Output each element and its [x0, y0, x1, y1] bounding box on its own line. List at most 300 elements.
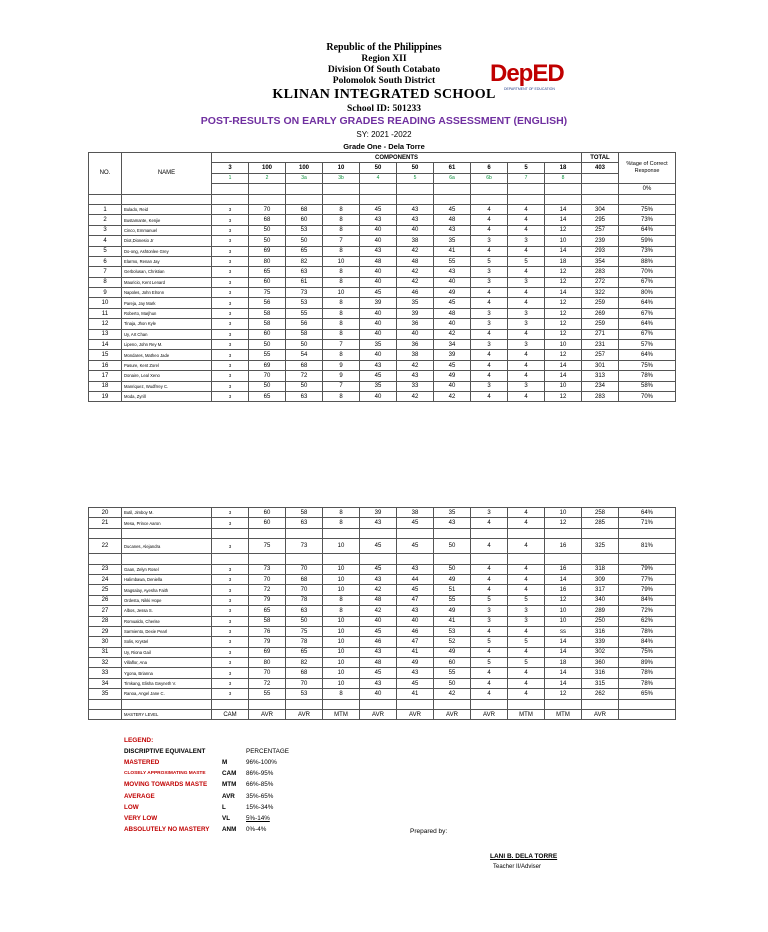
blank-cell	[545, 194, 582, 204]
component-score: 53	[286, 298, 323, 308]
total-score: 283	[582, 267, 619, 277]
total-score: 316	[582, 668, 619, 678]
component-score: 4	[471, 360, 508, 370]
total-score: 317	[582, 585, 619, 595]
component-score: 48	[434, 308, 471, 318]
component-score: 8	[323, 319, 360, 329]
component-score: 68	[286, 204, 323, 214]
mastery-label: MASTERY LEVEL	[122, 710, 212, 720]
component-score: 55	[249, 689, 286, 699]
student-name: Tinaja, Jhon Kyle	[122, 319, 212, 329]
component-score: 4	[508, 225, 545, 235]
component-score: 50	[249, 381, 286, 391]
component-score: 40	[360, 267, 397, 277]
pct-correct: 77%	[619, 574, 676, 584]
legend-label: VERY LOW	[124, 815, 158, 822]
component-score: 10	[323, 637, 360, 647]
component-score: 9	[323, 371, 360, 381]
blank-cell	[545, 184, 582, 194]
max-score-cell: 100	[249, 163, 286, 173]
component-code-cell: 2	[249, 173, 286, 183]
component-score: 14	[545, 288, 582, 298]
student-no: 7	[89, 267, 122, 277]
component-score: 70	[286, 678, 323, 688]
student-name: Romualdo, Cherise	[122, 616, 212, 626]
component-score: 4	[508, 626, 545, 636]
component-score: 40	[360, 350, 397, 360]
component-score: 16	[545, 564, 582, 574]
blank-cell	[286, 184, 323, 194]
table-row	[89, 256, 676, 266]
component-score: 4	[471, 298, 508, 308]
student-name: Pasure, Kent Zorel	[122, 360, 212, 370]
pct-correct: 64%	[619, 225, 676, 235]
blank-cell	[212, 184, 249, 194]
component-score: 4	[508, 518, 545, 528]
table-row	[89, 668, 676, 678]
component-score: 73	[286, 539, 323, 554]
component-score: 42	[360, 585, 397, 595]
component-score: 4	[508, 329, 545, 339]
blank-cell	[471, 528, 508, 538]
component-score: 4	[471, 564, 508, 574]
component-score: 48	[397, 256, 434, 266]
student-no: 4	[89, 236, 122, 246]
table-row	[89, 215, 676, 225]
component-score: 55	[434, 668, 471, 678]
component-score: 40	[360, 308, 397, 318]
component-score: 69	[249, 360, 286, 370]
component-score: 70	[249, 371, 286, 381]
component-score: 70	[249, 574, 286, 584]
component-score: 14	[545, 246, 582, 256]
component-score: 40	[360, 616, 397, 626]
component-score: 40	[397, 329, 434, 339]
component-score: 14	[545, 371, 582, 381]
blank-cell	[545, 528, 582, 538]
table-row	[89, 329, 676, 339]
total-score: 231	[582, 340, 619, 350]
results-table-top	[88, 152, 676, 402]
component-code-cell: 5	[397, 173, 434, 183]
component-score: 4	[508, 371, 545, 381]
total-score: 309	[582, 574, 619, 584]
legend-range: 66%-85%	[246, 781, 274, 789]
component-score: 82	[286, 658, 323, 668]
header-region: Region XII	[361, 54, 407, 64]
component-score: 40	[360, 319, 397, 329]
blank-cell	[122, 194, 212, 204]
blank-cell	[360, 194, 397, 204]
student-no: 21	[89, 518, 122, 528]
component-score: 5	[471, 256, 508, 266]
deped-logo-subtext: DEPARTMENT OF EDUCATION	[504, 87, 555, 91]
component-score: 10	[323, 539, 360, 554]
component-score: 3	[212, 564, 249, 574]
total-score: 283	[582, 391, 619, 401]
blank-cell	[89, 710, 122, 720]
component-score: 3	[212, 267, 249, 277]
component-code-cell: 6a	[434, 173, 471, 183]
pct-correct: 64%	[619, 319, 676, 329]
components-header: COMPONENTS	[212, 153, 582, 163]
legend-range: 86%-95%	[246, 770, 274, 778]
student-no: 6	[89, 256, 122, 266]
component-score: 12	[545, 391, 582, 401]
component-score: 48	[360, 595, 397, 605]
component-score: 58	[286, 508, 323, 518]
student-name: Ygona, Brianna	[122, 668, 212, 678]
component-score: 45	[360, 539, 397, 554]
component-score: 49	[434, 288, 471, 298]
student-name: Mauricio, Kent Lenard	[122, 277, 212, 287]
total-score: 272	[582, 277, 619, 287]
component-score: 5	[508, 256, 545, 266]
student-no: 32	[89, 658, 122, 668]
component-score: 12	[545, 225, 582, 235]
pct-correct: 78%	[619, 626, 676, 636]
pct-correct: 59%	[619, 236, 676, 246]
component-score: 70	[249, 204, 286, 214]
blank-cell	[582, 194, 619, 204]
student-no: 13	[89, 329, 122, 339]
component-score: 60	[434, 658, 471, 668]
component-score: 48	[360, 658, 397, 668]
component-score: 50	[286, 381, 323, 391]
legend-label: ABSOLUTELY NO MASTERY	[124, 826, 210, 834]
component-score: 5	[471, 658, 508, 668]
table-row	[89, 508, 676, 518]
student-name: Sarmiento, Dexie Pearl	[122, 626, 212, 636]
component-score: 78	[286, 637, 323, 647]
max-score-cell: 18	[545, 163, 582, 173]
component-score: 14	[545, 647, 582, 657]
component-score: 39	[434, 350, 471, 360]
component-score: 5	[508, 637, 545, 647]
prepared-by: Prepared by:	[410, 828, 448, 835]
component-score: 40	[434, 381, 471, 391]
student-no: 26	[89, 595, 122, 605]
component-score: 49	[434, 371, 471, 381]
component-score: 3	[212, 277, 249, 287]
legend-range: 35%-65%	[246, 792, 274, 800]
pct-correct: 65%	[619, 689, 676, 699]
student-no: 17	[89, 371, 122, 381]
blank-cell	[582, 554, 619, 564]
student-no: 25	[89, 585, 122, 595]
table-row	[89, 528, 676, 538]
component-score: 45	[434, 298, 471, 308]
component-score: 35	[397, 298, 434, 308]
blank-cell	[434, 554, 471, 564]
total-score: 304	[582, 204, 619, 214]
pct-correct: 72%	[619, 606, 676, 616]
blank-cell	[508, 194, 545, 204]
student-name: Mesa, Prince Aaron	[122, 518, 212, 528]
student-no: 30	[89, 637, 122, 647]
component-score: 10	[545, 508, 582, 518]
component-score: 45	[434, 360, 471, 370]
component-score: 65	[286, 647, 323, 657]
component-score: 8	[323, 308, 360, 318]
component-score: 42	[397, 246, 434, 256]
component-score: 5	[508, 658, 545, 668]
component-score: 8	[323, 277, 360, 287]
blank-cell	[286, 699, 323, 709]
component-score: 8	[323, 204, 360, 214]
component-score: 43	[434, 225, 471, 235]
component-score: 79	[249, 595, 286, 605]
table-row	[89, 267, 676, 277]
component-score: 70	[286, 585, 323, 595]
component-score: 45	[360, 626, 397, 636]
component-score: 42	[397, 267, 434, 277]
component-score: 3	[212, 319, 249, 329]
blank-cell	[323, 699, 360, 709]
legend-range: 0%-4%	[246, 826, 267, 834]
blank-cell	[212, 699, 249, 709]
component-score: 12	[545, 308, 582, 318]
student-no: 10	[89, 298, 122, 308]
total-score: 313	[582, 371, 619, 381]
component-code-cell: 6b	[471, 173, 508, 183]
component-score: 3	[508, 340, 545, 350]
legend-range: 15%-34%	[246, 803, 274, 811]
component-score: 4	[471, 518, 508, 528]
component-score: 45	[360, 288, 397, 298]
component-score: 10	[545, 340, 582, 350]
component-score: 4	[471, 539, 508, 554]
component-score: 8	[323, 246, 360, 256]
component-score: 12	[545, 329, 582, 339]
legend-code: CAM	[222, 770, 237, 778]
spacer-row	[89, 699, 676, 709]
blank-cell	[508, 699, 545, 709]
pct-correct: 78%	[619, 668, 676, 678]
blank-cell	[89, 194, 122, 204]
blank-cell	[212, 194, 249, 204]
table-row	[89, 678, 676, 688]
student-no: 1	[89, 204, 122, 214]
component-score: 40	[397, 225, 434, 235]
student-name: Lipeno, John Rey M.	[122, 340, 212, 350]
student-name: Moda, Zyrill	[122, 391, 212, 401]
legend-code: ANM	[222, 826, 237, 834]
mastery-level-cell: MTM	[508, 710, 545, 720]
total-score: 269	[582, 308, 619, 318]
component-score: 7	[323, 236, 360, 246]
blank-cell	[471, 554, 508, 564]
component-score: 8	[323, 606, 360, 616]
legend-range: 5%-14%	[246, 815, 270, 822]
max-score-cell: 61	[434, 163, 471, 173]
blank-cell	[471, 699, 508, 709]
pct-correct: 88%	[619, 256, 676, 266]
component-score: 3	[212, 518, 249, 528]
student-no: 11	[89, 308, 122, 318]
component-score: 49	[434, 647, 471, 657]
pct-correct: 80%	[619, 288, 676, 298]
component-score: 3	[212, 595, 249, 605]
pct-correct: 62%	[619, 616, 676, 626]
component-score: 4	[508, 246, 545, 256]
component-score: 35	[434, 236, 471, 246]
component-score: 14	[545, 360, 582, 370]
component-score: 3	[212, 236, 249, 246]
legend-range: 96%-100%	[246, 759, 277, 766]
component-score: 72	[286, 371, 323, 381]
component-score: 5	[471, 595, 508, 605]
component-score: 10	[323, 574, 360, 584]
legend-label: MASTERED	[124, 759, 160, 766]
table-row	[89, 564, 676, 574]
component-score: 4	[471, 371, 508, 381]
component-score: 5	[471, 637, 508, 647]
component-score: ss	[545, 626, 582, 636]
total-score: 250	[582, 616, 619, 626]
component-score: 43	[360, 215, 397, 225]
table-row	[89, 647, 676, 657]
table-row	[89, 277, 676, 287]
component-score: 47	[397, 595, 434, 605]
pct-correct: 67%	[619, 308, 676, 318]
component-score: 54	[286, 350, 323, 360]
component-score: 76	[249, 626, 286, 636]
component-score: 8	[323, 391, 360, 401]
table-row	[89, 689, 676, 699]
blank-cell	[323, 528, 360, 538]
component-score: 10	[323, 678, 360, 688]
component-score: 12	[545, 595, 582, 605]
blank-cell	[122, 528, 212, 538]
component-score: 3	[212, 360, 249, 370]
component-score: 42	[434, 689, 471, 699]
component-score: 58	[249, 308, 286, 318]
component-score: 35	[360, 381, 397, 391]
mastery-level-cell: AVR	[286, 710, 323, 720]
component-score: 46	[397, 288, 434, 298]
component-score: 4	[471, 215, 508, 225]
component-score: 14	[545, 215, 582, 225]
blank-cell	[508, 554, 545, 564]
student-name: Pareja, Jay Mark	[122, 298, 212, 308]
component-score: 8	[323, 215, 360, 225]
pct-correct: 70%	[619, 391, 676, 401]
component-score: 82	[286, 256, 323, 266]
component-score: 4	[471, 574, 508, 584]
blank-cell	[360, 528, 397, 538]
component-score: 48	[360, 256, 397, 266]
component-score: 3	[471, 508, 508, 518]
component-score: 45	[397, 539, 434, 554]
blank-cell	[360, 184, 397, 194]
component-score: 4	[508, 539, 545, 554]
component-score: 42	[360, 606, 397, 616]
student-name: Uy, Art Chan	[122, 329, 212, 339]
pct-correct: 81%	[619, 539, 676, 554]
component-score: 42	[434, 329, 471, 339]
component-score: 43	[360, 647, 397, 657]
pct-correct: 84%	[619, 595, 676, 605]
legend-head-desc: DISCRIPTIVE EQUIVALENT	[124, 748, 206, 755]
component-score: 48	[434, 215, 471, 225]
total-score: 271	[582, 329, 619, 339]
student-name: Timkang, Elisha Gwyneth V.	[122, 678, 212, 688]
blank-cell	[122, 699, 212, 709]
component-score: 40	[397, 616, 434, 626]
component-score: 60	[249, 518, 286, 528]
component-score: 36	[397, 340, 434, 350]
student-name: Do-ong, Ashtonlee Grey	[122, 246, 212, 256]
component-score: 55	[434, 256, 471, 266]
component-score: 38	[397, 508, 434, 518]
component-score: 80	[249, 658, 286, 668]
component-score: 3	[471, 277, 508, 287]
blank-cell	[508, 528, 545, 538]
component-score: 56	[249, 298, 286, 308]
component-score: 14	[545, 204, 582, 214]
component-score: 45	[434, 204, 471, 214]
total-score: 325	[582, 539, 619, 554]
max-score-cell: 10	[323, 163, 360, 173]
max-score-cell: 3	[212, 163, 249, 173]
component-score: 5	[508, 595, 545, 605]
component-score: 45	[360, 564, 397, 574]
component-score: 69	[249, 246, 286, 256]
mastery-level-cell: AVR	[471, 710, 508, 720]
component-score: 40	[360, 225, 397, 235]
total-score: 315	[582, 678, 619, 688]
table-row	[89, 288, 676, 298]
component-score: 39	[360, 508, 397, 518]
component-score: 3	[471, 236, 508, 246]
total-score: 262	[582, 689, 619, 699]
component-score: 3	[471, 340, 508, 350]
component-score: 4	[508, 647, 545, 657]
component-score: 65	[249, 267, 286, 277]
total-score: 322	[582, 288, 619, 298]
blank-cell	[286, 194, 323, 204]
component-score: 50	[286, 340, 323, 350]
component-score: 4	[471, 225, 508, 235]
blank-cell	[434, 528, 471, 538]
component-score: 16	[545, 585, 582, 595]
table-row	[89, 236, 676, 246]
student-name: Solis, Krystel	[122, 637, 212, 647]
component-score: 79	[249, 637, 286, 647]
component-score: 45	[397, 585, 434, 595]
component-score: 45	[360, 204, 397, 214]
pct-correct: 79%	[619, 564, 676, 574]
component-score: 50	[249, 340, 286, 350]
component-code-cell	[582, 173, 619, 183]
component-score: 8	[323, 595, 360, 605]
component-score: 4	[471, 350, 508, 360]
component-score: 4	[508, 215, 545, 225]
component-score: 43	[360, 574, 397, 584]
student-no: 5	[89, 246, 122, 256]
component-score: 3	[212, 678, 249, 688]
mastery-row	[89, 710, 676, 720]
student-no: 16	[89, 360, 122, 370]
component-score: 46	[360, 637, 397, 647]
student-no: 23	[89, 564, 122, 574]
component-score: 4	[471, 678, 508, 688]
component-score: 68	[286, 574, 323, 584]
component-code-cell: 7	[508, 173, 545, 183]
component-score: 16	[545, 539, 582, 554]
max-score-cell: 50	[397, 163, 434, 173]
